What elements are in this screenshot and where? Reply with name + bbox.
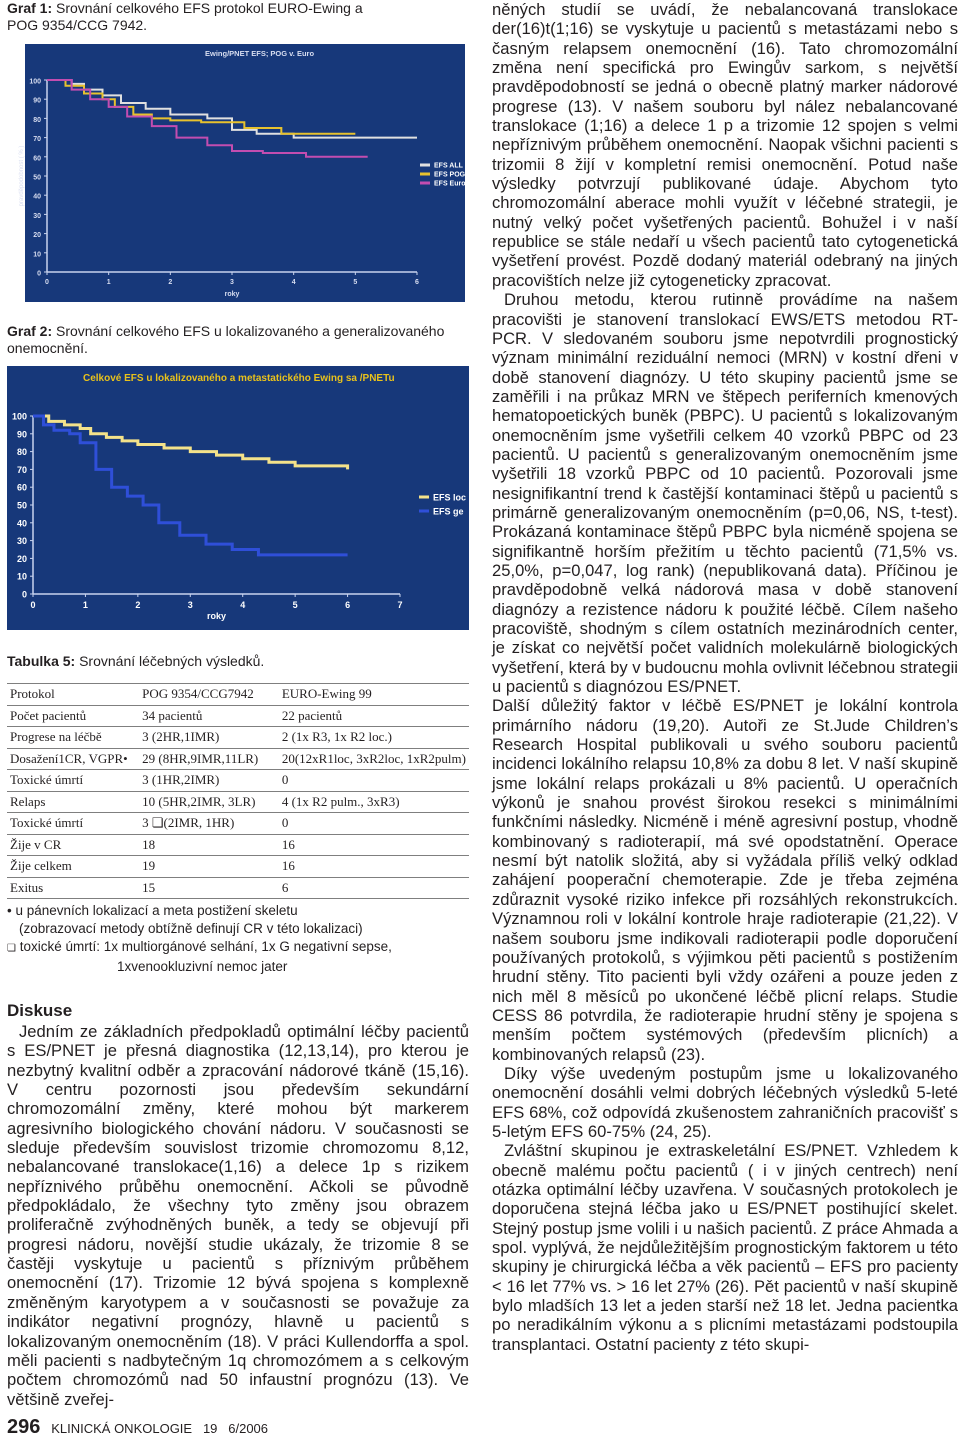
table-row: [7, 727, 469, 749]
y-tick-label: 40: [33, 193, 41, 201]
table-cell: 19: [139, 856, 279, 878]
results-table: [7, 683, 469, 899]
page-footer: [7, 1416, 268, 1439]
legend-label: EFS ge: [433, 506, 464, 517]
table-cell: Protokol: [7, 684, 139, 706]
bullet-dot-icon: •: [7, 903, 12, 918]
graph1-svg: [19, 44, 466, 302]
x-tick-label: 2: [168, 279, 173, 286]
graph1-caption: [7, 0, 387, 34]
table-caption-text: Srovnání léčebných výsledků.: [79, 653, 265, 669]
table-cell: 0: [279, 813, 469, 835]
x-tick-label: 3: [230, 279, 234, 286]
table-cell: Počet pacientů: [7, 705, 139, 727]
y-tick-label: 10: [16, 571, 27, 582]
series-line-efs-all: [47, 80, 417, 138]
checkbox-bullet-icon: ❏: [7, 943, 16, 954]
y-tick-label: 90: [16, 429, 27, 440]
y-axis-label: pravděpodobnost ( % ): [19, 145, 25, 207]
right-paragraph-1: něných studií se uvádí, že nebalancovaná translokace der(16)t(1;16) se vyskytuje u pacientů s metastázami nebo s časným relapsem onemocnění (16). Tato chromozomální změna není specifická pro Ewingův sarkom, s největší pravděpodobností se jedná o obecně platný marker nádorové progrese (13). V našem souboru byl nález nebalancované translokace (1;16) a delece 1 p a trizomie 12 spojen s velmi nepříznivým průběhem onemocnění. Naopak všichni pacienti s trizomii 8 žijí v kompletní remisi onemocnění. Potud naše výsledky potvrzují publikované údaje. Abychom tyto chromozomální aberace mohli využít v léčebné strategii, je nutný velký počet vyšetřených pacientů. Bohužel i v naší republice se stále nedaří u všech pacientů tato cytogenetická vyšetření provést. Pozdě dodaný materiál odebraný na jiných pracovištích nelze již cytogeneticky zpracovat.: [492, 0, 958, 290]
y-tick-label: 90: [33, 97, 41, 105]
right-paragraph-4: Díky výše uvedeným postupům jsme u lokalizovaného onemocnění dosáhli velmi dobrých léčebných výsledků 5-leté EFS 68%, což odpovídá zkušenostem zahraničních pracovišť s 5-letým EFS 60-75% (24, 25).: [492, 1063, 958, 1141]
table-cell: POG 9354/CCG7942: [139, 684, 279, 706]
chart-title: Ewing/PNET EFS; POG v. Euro: [205, 49, 315, 58]
y-tick-label: 60: [33, 155, 41, 163]
graph2-caption-text: Srovnání celkového EFS u lokalizovaného a generalizovaného onemocnění.: [7, 323, 445, 356]
y-tick-label: 100: [11, 411, 27, 422]
y-tick-label: 60: [16, 482, 27, 493]
table-cell: 3 (1HR,2IMR): [139, 770, 279, 792]
series-line-efs-pog: [47, 80, 355, 134]
graph2-svg: [7, 366, 469, 630]
table-cell: Toxické úmrtí: [7, 813, 139, 835]
series-line-efs-ge: [33, 416, 348, 555]
y-tick-label: 30: [16, 536, 27, 547]
right-paragraph-5: Zvláštní skupinou je extraskeletální ES/PNET. Vzhledem k obecně malému počtu pacientů ( i v jiných centrech) není otázka optimální léčby uzavřena. V současných protokolech je doporučena stejná léčba jako u ES/PNET postihující skelet. Stejný postup jsme volili i u našich pacientů. Z práce Ahmada a spol. vyplývá, že nejdůležitějším prognostickým faktorem u této skupiny je chirurgická léčba a věk pacientů – EFS pro pacienty < 16 let 77% vs. > 16 let 27% (26). Pět pacientů v naší skupině bylo mladších 13 let a jeden starší než 18 let. Jedna pacientka po neradikálním výkonu a s plicními metastázami podstoupila transplantaci. Ostatní pacienty z této skupi-: [492, 1141, 958, 1354]
right-paragraph-2: Druhou metodu, kterou rutinně provádíme na našem pracovišti je stanovení translokací EWS/ETS metodou RT-PCR. V sledovaném souboru jsme nepotvrdili prognostický význam minimální reziduální nemoci (MRN) v kostní dřeni v době stanovení diagnózy. U této skupiny pacientů jsme se zaměřili i na průkaz MRN ve štěpech periferních kmenových hematopoetických buněk (PBPC). U pacientů s lokalizovaným onemocněním jsme vyšetřili celkem 40 vzorků PBPC od 23 pacientů. U pacientů s generalizovaným onemocněním jsme vyšetřili 18 vzorků PBPC od 10 pacientů. Pozorovali jsme nesignifikantní trend k častější kontaminaci štěpů u pacientů s primárně generalizovaným onemocněním (p=0,06, NS, t-test). Prokázaná kontaminace štěpů PBPC byla nicméně spojena se signifikantně horším přežitím u těchto pacientů (71,5% vs. 25,0%, p=0,047, log rank) (nepublikovaná data). Příčinou je pravděpodobně velká nádorová masa v době stanovení diagnózy a rezistence nádoru k použité léčbě. Cílem našeho pracoviště, shodným s cílem ostatních mezinárodních center, je získat co největší počet validních molekulárně biologických vyšetření, která by v budoucnu mohla ovlivnit léčebnou strategii u pacientů s diagnózou ES/PNET.: [492, 290, 958, 697]
x-tick-label: 1: [106, 279, 111, 286]
table-cell: 18: [139, 834, 279, 856]
table-cell: 3 ❏(2IMR, 1HR): [139, 813, 279, 835]
y-tick-label: 0: [21, 589, 27, 600]
table-cell: 4 (1x R2 pulm., 3xR3): [279, 791, 469, 813]
page-number: 296: [7, 1416, 41, 1438]
table-caption: [7, 653, 264, 670]
table-row: [7, 791, 469, 813]
note-2-text: toxické úmrtí: 1x multiorgánové selhání, 1x G negativní sepse,: [19, 939, 392, 954]
table-row: [7, 748, 469, 770]
table-cell: EURO-Ewing 99: [279, 684, 469, 706]
table-cell: Exitus: [7, 877, 139, 899]
x-tick-label: 0: [45, 279, 49, 286]
x-tick-label: 2: [135, 600, 141, 610]
x-tick-label: 5: [353, 279, 358, 286]
y-tick-label: 0: [37, 270, 41, 278]
journal-volume: 19: [202, 1421, 218, 1436]
table-cell: 3 (2HR,1IMR): [139, 727, 279, 749]
table-row: [7, 705, 469, 727]
x-axis-label: roky: [224, 291, 240, 298]
y-tick-label: 80: [16, 447, 27, 458]
y-tick-label: 100: [29, 78, 41, 86]
graph1-caption-text: Srovnání celkového EFS protokol EURO-Ewing a POG 9354/CCG 7942.: [7, 0, 363, 33]
graph1-caption-label: Graf 1:: [7, 0, 53, 16]
legend-label: EFS POG: [434, 171, 466, 179]
table-cell: 16: [279, 856, 469, 878]
note-2b: 1xvenookluzivní nemoc jater: [117, 959, 288, 974]
diskuse-body: [7, 1022, 469, 1409]
table-cell: 22 pacientů: [279, 705, 469, 727]
table-header-row: [7, 684, 469, 706]
x-axis-label: roky: [206, 611, 227, 621]
y-tick-label: 30: [33, 212, 41, 220]
note-1: [7, 902, 469, 920]
table-cell: 15: [139, 877, 279, 899]
graph2-chart: [7, 366, 469, 630]
x-tick-label: 1: [82, 600, 88, 610]
legend-label: EFS Euro: [434, 180, 466, 188]
table-cell: Žije v CR: [7, 834, 139, 856]
table-notes: [7, 902, 469, 976]
y-tick-label: 50: [33, 174, 41, 182]
graph1-chart: [19, 44, 466, 302]
x-tick-label: 0: [30, 600, 36, 610]
y-tick-label: 10: [33, 251, 41, 259]
graph2-caption-label: Graf 2:: [7, 323, 53, 339]
x-tick-label: 5: [292, 600, 298, 610]
right-paragraph-3: Další důležitý faktor v léčbě ES/PNET je lokální kontrola primárního nádoru (19,20). Autoři ze St.Jude Children’s Research Hospital publikovali u svého souboru pacientů incidenci lokálního relapsu 10,8% za dobu 8 let. V naší skupině jsme lokální relaps prokázali u 8% pacientů. U operačních výkonů je snahou provést širokou resekci s minimálními funkčními následky. Nicméně i méně agresivní postup, vhodně kombinovaný s radioterapií, má své opodstatnění. Operace nesmí být natolik složitá, aby si vyžádala příliš velký odklad zahájení pooperační chemoterapie. Zde je třeba zejména zdůraznit vysoké riziko infekce při rozsáhlých rekonstrukcích. Významnou roli v lokální kontrole hraje radioterapie (21,22). V našem souboru jsme indikovali radioterapii podle doporučení používaných protokolů, s výjimkou pěti pacientů s postižením hrudní stěny. Tito pacienti byli vždy ozářeni a pouze jeden z nich měl 8 měsíců po ukončené léčbě plicní relaps. Studie CESS 86 potvrdila, že radioterapie hrudní stěny je spojena s menším počtem systémových (především plicních) a kombinovaných relapsů (23).: [492, 696, 958, 1064]
table-cell: 20(12xR1loc, 3xR2loc, 1xR2pulm): [279, 748, 469, 770]
y-tick-label: 20: [33, 232, 41, 240]
note-1b: (zobrazovací metody obtížně definují CR v této lokalizaci): [19, 921, 363, 936]
x-tick-label: 6: [415, 279, 419, 286]
table-cell: Dosažení1CR, VGPR•: [7, 748, 139, 770]
journal-name: KLINICKÁ ONKOLOGIE: [51, 1421, 193, 1436]
table-caption-label: Tabulka 5:: [7, 653, 76, 669]
table-cell: Žije celkem: [7, 856, 139, 878]
table-row: [7, 834, 469, 856]
diskuse-heading: Diskuse: [7, 1001, 73, 1020]
x-tick-label: 7: [397, 600, 403, 610]
legend-label: EFS loc: [433, 492, 467, 503]
table-row: [7, 813, 469, 835]
table-row: [7, 856, 469, 878]
legend-label: EFS ALL: [434, 162, 463, 170]
x-tick-label: 4: [291, 279, 296, 286]
table-cell: 0: [279, 770, 469, 792]
diskuse-paragraph-1: Jedním ze základních předpokladů optimální léčby pacientů s ES/PNET je přesná diagnostika (12,13,14), pro kterou je nezbytný kvalitní odběr a zpracování nádorové tkáně (15,16). V centru pozornosti jsou především sekundární chromozomální změny, které mohou být markerem agresivního biologického chování nádoru. V současnosti se sleduje především souvislost trizomie chromozomu 8,12, nebalancované translokace(1,16) a delece 1p s rizikem nepříznivého průběhu onemocnění. Ačkoli se původně předpokládalo, že všechny tyto změny jsou obrazem proliferačně zvýhodněných buněk, a tedy se objevují při progresi nádoru, novější studie ukázaly, že trizomie 8 se častěji vyskytuje u pacientů s příznivým průběhem onemocnění (17). Trizomie 12 bývá spojena s komplexně změněným karyotypem a v současnosti se považuje za indikátor negativní prognózy, hlavně u pacientů s lokalizovaným onemocněním (18). V práci Kullendorffa a spol. měli pacienti s nadbytečným 1q chromozómem a s celkovým počtem chromozómů nad 50 infaustní prognózu (13). Ve většině zveřej-: [7, 1022, 469, 1409]
table-cell: 6: [279, 877, 469, 899]
y-tick-label: 40: [16, 518, 27, 529]
table-cell: 10 (5HR,2IMR, 3LR): [139, 791, 279, 813]
table-cell: 34 pacientů: [139, 705, 279, 727]
y-tick-label: 70: [16, 464, 27, 475]
table-cell: 2 (1x R3, 1x R2 loc.): [279, 727, 469, 749]
journal-issue: 6/2006: [228, 1421, 269, 1436]
table-row: [7, 877, 469, 899]
y-tick-label: 80: [33, 116, 41, 124]
right-column: [492, 0, 958, 1354]
x-tick-label: 4: [240, 600, 246, 610]
table-cell: 29 (8HR,9IMR,11LR): [139, 748, 279, 770]
table-row: [7, 770, 469, 792]
graph2-caption: [7, 323, 469, 357]
chart-title: Celkové EFS u lokalizovaného a metastatického Ewing sa /PNETu: [83, 373, 395, 384]
note-2: [7, 938, 469, 958]
y-tick-label: 70: [33, 136, 41, 144]
y-tick-label: 20: [16, 553, 27, 564]
note-1-text: u pánevních lokalizací a meta postižení skeletu: [15, 903, 298, 918]
table-cell: Progrese na léčbě: [7, 727, 139, 749]
x-tick-label: 6: [345, 600, 351, 610]
x-tick-label: 3: [187, 600, 193, 610]
table-cell: 16: [279, 834, 469, 856]
table-cell: Relaps: [7, 791, 139, 813]
table-cell: Toxické úmrtí: [7, 770, 139, 792]
y-tick-label: 50: [16, 500, 27, 511]
